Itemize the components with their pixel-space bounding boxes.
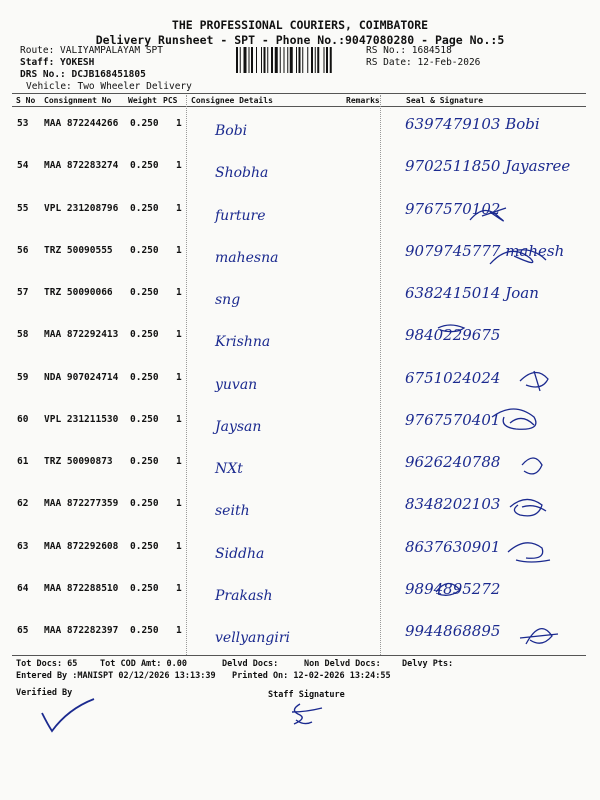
route-label: Route: VALIYAMPALAYAM SPT — [20, 45, 163, 56]
serial-number: 59 — [17, 371, 29, 383]
rs-date: RS Date: 12-Feb-2026 — [366, 57, 481, 68]
pieces-count: 1 — [176, 287, 182, 298]
receiver-handwritten-phone: 9840229675 — [405, 326, 501, 345]
pieces-count: 1 — [176, 456, 182, 467]
pieces-count: 1 — [176, 540, 182, 552]
consignee-handwritten-name: mahesna — [215, 249, 279, 266]
consignment-number: TRZ 50090555 — [44, 244, 113, 256]
table-top-rule — [12, 93, 586, 94]
staff-signature-label: Staff Signature — [268, 690, 345, 700]
consignment-number: VPL 231208796 — [44, 202, 119, 214]
receiver-signature — [430, 192, 590, 234]
receiver-handwritten-phone: 9702511850 Jayasree — [405, 157, 571, 176]
staff-label: Staff: YOKESH — [20, 57, 95, 68]
non-delivered-docs: Non Delvd Docs: — [304, 659, 381, 669]
table-row — [0, 487, 600, 529]
consignment-number: MAA 872292413 — [44, 329, 119, 341]
pieces-count: 1 — [176, 582, 182, 594]
delivered-docs: Delvd Docs: — [222, 659, 279, 669]
receiver-handwritten-phone: 8348202103 — [405, 495, 501, 514]
weight-value: 0.250 — [130, 202, 159, 214]
serial-number: 64 — [17, 582, 29, 594]
receiver-handwritten-phone: 9767570102 — [405, 199, 501, 218]
col-sno: S No — [16, 96, 36, 105]
receiver-signature — [430, 403, 590, 445]
weight-value: 0.250 — [130, 456, 159, 467]
consignment-number: TRZ 50090873 — [44, 456, 113, 467]
table-row — [0, 318, 600, 360]
receiver-signature — [430, 234, 590, 276]
consignee-handwritten-name: Bobi — [215, 123, 248, 139]
serial-number: 55 — [17, 202, 29, 214]
receiver-handwritten-phone: 9626240788 — [405, 453, 501, 471]
table-row — [0, 276, 600, 318]
consignee-handwritten-name: sng — [215, 292, 241, 308]
entered-by: Entered By :MANISPT 02/12/2026 13:13:39 — [16, 671, 216, 681]
weight-value: 0.250 — [130, 582, 159, 594]
consignee-handwritten-name: Shobha — [215, 165, 269, 182]
serial-number: 57 — [17, 287, 29, 298]
col-pcs: PCS — [163, 96, 178, 105]
pieces-count: 1 — [176, 329, 182, 341]
consignee-handwritten-name: seith — [215, 503, 250, 520]
table-row — [0, 361, 600, 403]
barcode-image — [236, 47, 360, 73]
table-row — [0, 530, 600, 572]
consignment-number: TRZ 50090066 — [44, 287, 113, 298]
serial-number: 56 — [17, 244, 29, 256]
total-docs: Tot Docs: 65 — [16, 659, 78, 669]
table-row — [0, 445, 600, 487]
document-subtitle: Delivery Runsheet - SPT - Phone No.:9047080280 - Page No.:5 — [95, 33, 505, 47]
drs-number: DRS No.: DCJB168451805 — [20, 69, 146, 80]
consignment-number: MAA 872244266 — [44, 118, 119, 129]
pieces-count: 1 — [176, 160, 182, 172]
pieces-count: 1 — [176, 244, 182, 256]
weight-value: 0.250 — [130, 118, 159, 129]
col-weight: Weight — [128, 96, 157, 105]
consignee-handwritten-name: furture — [215, 207, 266, 224]
weight-value: 0.250 — [130, 287, 159, 298]
receiver-handwritten-phone: 6751024024 — [405, 368, 501, 387]
verified-by-label: Verified By — [16, 688, 73, 698]
pieces-count: 1 — [176, 498, 182, 510]
receiver-handwritten-phone: 8637630901 — [405, 537, 501, 556]
consignment-number: MAA 872292608 — [44, 540, 119, 552]
receiver-handwritten-phone: 6397479103 Bobi — [405, 115, 540, 133]
consignment-number: NDA 907024714 — [44, 371, 119, 383]
document-title: THE PROFESSIONAL COURIERS, COIMBATORE — [171, 18, 429, 32]
total-cod: Tot COD Amt: 0.00 — [100, 659, 187, 669]
receiver-handwritten-phone: 9894895272 — [405, 579, 501, 598]
receiver-handwritten-phone: 6382415014 Joan — [405, 284, 539, 302]
weight-value: 0.250 — [130, 540, 159, 552]
col-seal: Seal & Signature — [406, 96, 484, 105]
pieces-count: 1 — [176, 625, 182, 636]
receiver-signature — [430, 614, 590, 656]
weight-value: 0.250 — [130, 371, 159, 383]
consignment-number: MAA 872283274 — [44, 160, 119, 172]
receiver-handwritten-phone: 9079745777 mahesh — [405, 241, 565, 260]
serial-number: 63 — [17, 540, 29, 552]
weight-value: 0.250 — [130, 244, 159, 256]
pieces-count: 1 — [176, 118, 182, 129]
serial-number: 58 — [17, 329, 29, 341]
consignment-number: VPL 231211530 — [44, 413, 119, 425]
weight-value: 0.250 — [130, 625, 159, 636]
receiver-signature — [430, 318, 590, 360]
serial-number: 61 — [17, 456, 29, 467]
serial-number: 60 — [17, 413, 29, 425]
col-consignee: Consignee Details — [191, 96, 273, 105]
table-row — [0, 149, 600, 191]
consignee-handwritten-name: vellyangiri — [215, 630, 291, 646]
consignment-number: MAA 872282397 — [44, 625, 119, 636]
pieces-count: 1 — [176, 202, 182, 214]
consignment-number: MAA 872277359 — [44, 498, 119, 510]
serial-number: 62 — [17, 498, 29, 510]
weight-value: 0.250 — [130, 329, 159, 341]
pieces-count: 1 — [176, 413, 182, 425]
weight-value: 0.250 — [130, 413, 159, 425]
rs-number: RS No.: 1684518 — [366, 45, 452, 56]
consignee-handwritten-name: Jaysan — [215, 418, 262, 435]
table-row — [0, 572, 600, 614]
table-row — [0, 107, 600, 149]
receiver-signature — [430, 445, 590, 487]
receiver-signature — [430, 487, 590, 529]
pieces-count: 1 — [176, 371, 182, 383]
staff-signature-image — [282, 700, 332, 730]
weight-value: 0.250 — [130, 498, 159, 510]
consignee-handwritten-name: Krishna — [215, 334, 271, 351]
verified-checkmark-signature — [38, 695, 98, 737]
col-consignment: Consignment No — [44, 96, 112, 105]
printed-on: Printed On: 12-02-2026 13:24:55 — [232, 671, 391, 681]
receiver-signature — [430, 572, 590, 614]
consignment-number: MAA 872288510 — [44, 582, 119, 594]
receiver-signature — [430, 361, 590, 403]
consignee-handwritten-name: Prakash — [215, 587, 273, 604]
consignee-handwritten-name: NXt — [215, 461, 243, 477]
delivery-points: Delvy Pts: — [402, 659, 454, 669]
table-row — [0, 234, 600, 276]
serial-number: 54 — [17, 160, 29, 172]
receiver-signature — [430, 530, 590, 572]
table-row — [0, 614, 600, 656]
consignee-handwritten-name: Siddha — [215, 545, 265, 562]
receiver-handwritten-phone: 9944868895 — [405, 622, 501, 640]
serial-number: 53 — [17, 118, 29, 129]
col-remarks: Remarks — [346, 96, 380, 105]
consignee-handwritten-name: yuvan — [215, 376, 258, 393]
weight-value: 0.250 — [130, 160, 159, 172]
table-row — [0, 403, 600, 445]
receiver-handwritten-phone: 9767570401 — [405, 410, 501, 429]
table-row — [0, 192, 600, 234]
table-bottom-rule — [12, 655, 586, 656]
vehicle-label: Vehicle: Two Wheeler Delivery — [26, 81, 192, 92]
serial-number: 65 — [17, 625, 29, 636]
